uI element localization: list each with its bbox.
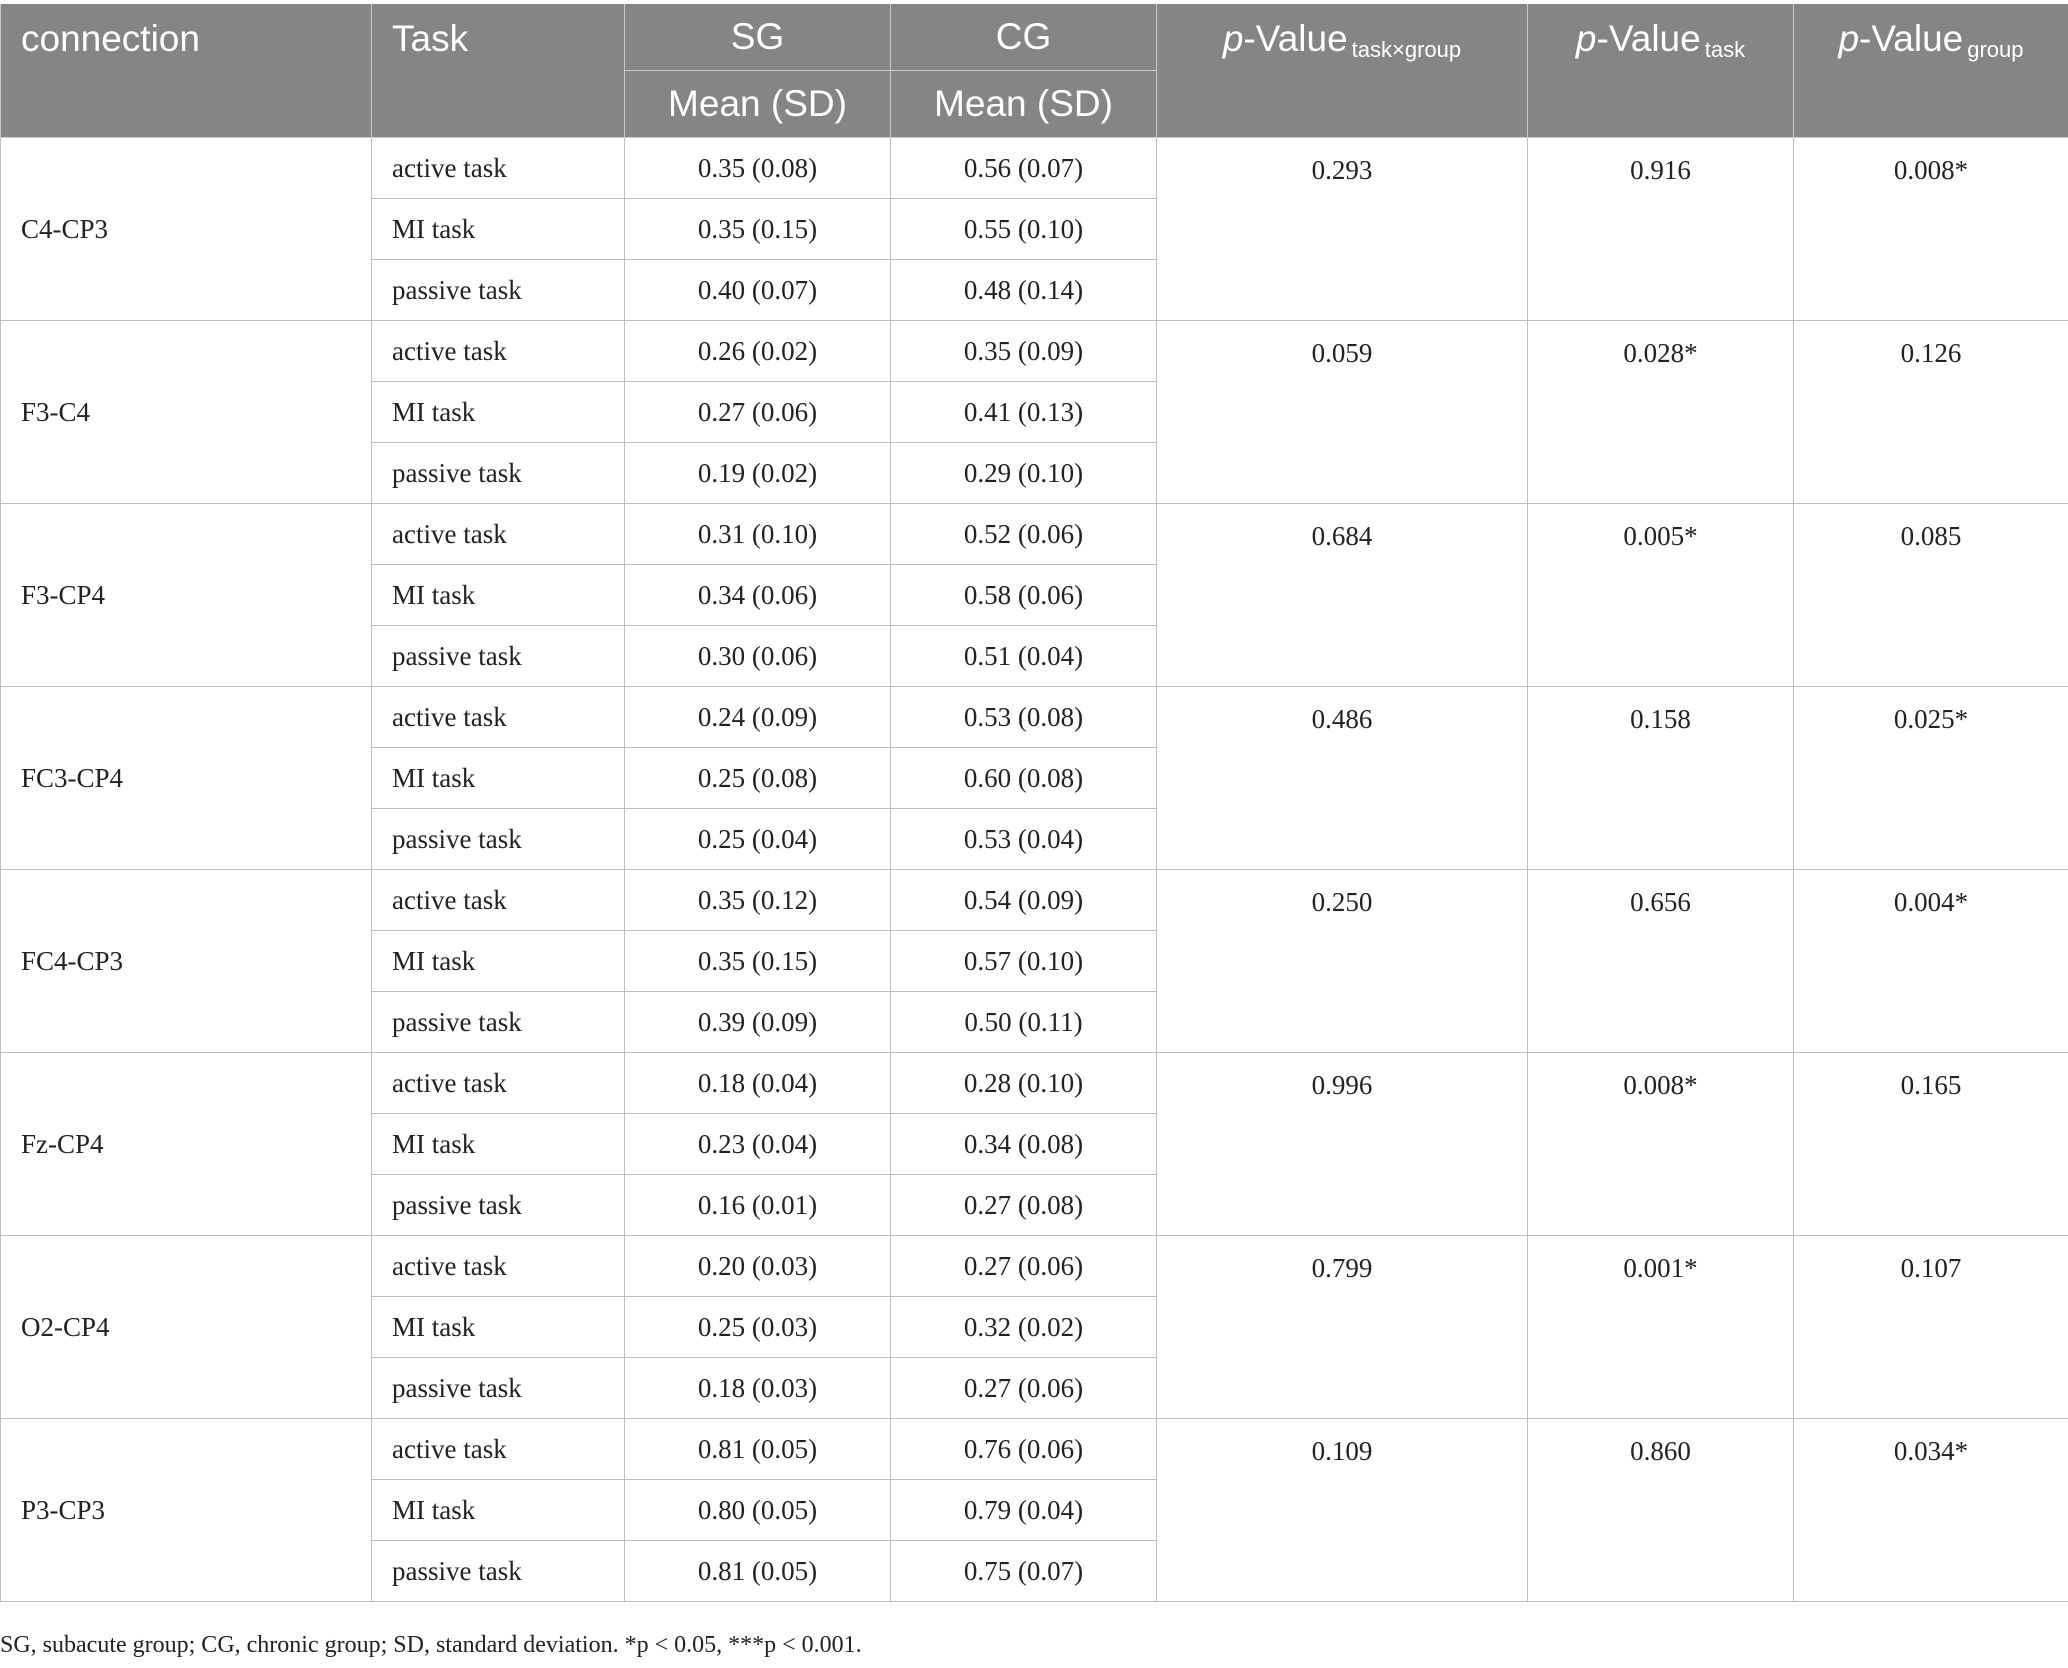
task-cell: MI task xyxy=(372,565,625,626)
task-cell: active task xyxy=(372,1053,625,1114)
cg-mean-sd-cell: 0.53 (0.04) xyxy=(891,809,1157,870)
p-group-cell: 0.034* xyxy=(1794,1419,2068,1602)
p-interaction-cell: 0.109 xyxy=(1157,1419,1528,1602)
sg-mean-sd-cell: 0.26 (0.02) xyxy=(625,321,891,382)
task-cell: passive task xyxy=(372,1541,625,1602)
cg-mean-sd-cell: 0.58 (0.06) xyxy=(891,565,1157,626)
task-cell: MI task xyxy=(372,748,625,809)
task-cell: MI task xyxy=(372,1480,625,1541)
table-row xyxy=(1,1419,2068,1480)
task-cell: active task xyxy=(372,1236,625,1297)
sg-mean-sd-cell: 0.80 (0.05) xyxy=(625,1480,891,1541)
p-group-cell: 0.004* xyxy=(1794,870,2068,1053)
p-letter: p xyxy=(1838,18,1860,59)
connection-cell: F3-CP4 xyxy=(1,504,372,687)
task-cell: active task xyxy=(372,687,625,748)
p-task-cell: 0.656 xyxy=(1528,870,1794,1053)
connection-cell: FC4-CP3 xyxy=(1,870,372,1053)
sg-mean-sd-cell: 0.35 (0.15) xyxy=(625,199,891,260)
task-cell: MI task xyxy=(372,199,625,260)
sg-mean-sd-cell: 0.81 (0.05) xyxy=(625,1419,891,1480)
sg-mean-sd-cell: 0.40 (0.07) xyxy=(625,260,891,321)
sg-mean-sd-cell: 0.25 (0.08) xyxy=(625,748,891,809)
task-cell: passive task xyxy=(372,992,625,1053)
header-task: Task xyxy=(372,4,625,138)
table-body xyxy=(1,138,2068,1602)
p-interaction-cell: 0.250 xyxy=(1157,870,1528,1053)
task-cell: MI task xyxy=(372,1114,625,1175)
p-task-cell: 0.860 xyxy=(1528,1419,1794,1602)
p-interaction-cell: 0.799 xyxy=(1157,1236,1528,1419)
p-task-cell: 0.158 xyxy=(1528,687,1794,870)
task-cell: passive task xyxy=(372,443,625,504)
task-cell: MI task xyxy=(372,931,625,992)
p-interaction-cell: 0.486 xyxy=(1157,687,1528,870)
header-sg-mean-sd: Mean (SD) xyxy=(625,71,891,138)
task-cell: passive task xyxy=(372,1358,625,1419)
p-subscript: task xyxy=(1704,37,1746,62)
p-word: -Value xyxy=(1243,18,1348,59)
task-cell: MI task xyxy=(372,382,625,443)
task-cell: passive task xyxy=(372,626,625,687)
sg-mean-sd-cell: 0.27 (0.06) xyxy=(625,382,891,443)
p-task-cell: 0.008* xyxy=(1528,1053,1794,1236)
p-subscript: task×group xyxy=(1351,37,1462,62)
sg-mean-sd-cell: 0.35 (0.15) xyxy=(625,931,891,992)
header-p-task xyxy=(1528,4,1794,138)
p-task-cell: 0.028* xyxy=(1528,321,1794,504)
connection-cell: C4-CP3 xyxy=(1,138,372,321)
p-interaction-cell: 0.059 xyxy=(1157,321,1528,504)
sg-mean-sd-cell: 0.34 (0.06) xyxy=(625,565,891,626)
sg-mean-sd-cell: 0.18 (0.04) xyxy=(625,1053,891,1114)
p-group-cell: 0.008* xyxy=(1794,138,2068,321)
task-cell: MI task xyxy=(372,1297,625,1358)
cg-mean-sd-cell: 0.76 (0.06) xyxy=(891,1419,1157,1480)
p-interaction-cell: 0.293 xyxy=(1157,138,1528,321)
sg-mean-sd-cell: 0.30 (0.06) xyxy=(625,626,891,687)
cg-mean-sd-cell: 0.52 (0.06) xyxy=(891,504,1157,565)
cg-mean-sd-cell: 0.27 (0.06) xyxy=(891,1358,1157,1419)
cg-mean-sd-cell: 0.79 (0.04) xyxy=(891,1480,1157,1541)
table-row xyxy=(1,321,2068,382)
table-row xyxy=(1,687,2068,748)
header-p-group xyxy=(1794,4,2068,138)
cg-mean-sd-cell: 0.27 (0.06) xyxy=(891,1236,1157,1297)
p-group-cell: 0.025* xyxy=(1794,687,2068,870)
sg-mean-sd-cell: 0.24 (0.09) xyxy=(625,687,891,748)
cg-mean-sd-cell: 0.54 (0.09) xyxy=(891,870,1157,931)
header-connection: connection xyxy=(1,4,372,138)
sg-mean-sd-cell: 0.23 (0.04) xyxy=(625,1114,891,1175)
sg-mean-sd-cell: 0.31 (0.10) xyxy=(625,504,891,565)
task-cell: active task xyxy=(372,321,625,382)
connection-cell: FC3-CP4 xyxy=(1,687,372,870)
p-group-cell: 0.085 xyxy=(1794,504,2068,687)
p-subscript: group xyxy=(1967,37,2024,62)
cg-mean-sd-cell: 0.41 (0.13) xyxy=(891,382,1157,443)
cg-mean-sd-cell: 0.34 (0.08) xyxy=(891,1114,1157,1175)
cg-mean-sd-cell: 0.48 (0.14) xyxy=(891,260,1157,321)
p-task-cell: 0.916 xyxy=(1528,138,1794,321)
p-group-cell: 0.107 xyxy=(1794,1236,2068,1419)
cg-mean-sd-cell: 0.28 (0.10) xyxy=(891,1053,1157,1114)
task-cell: active task xyxy=(372,504,625,565)
p-letter: p xyxy=(1222,18,1244,59)
task-cell: active task xyxy=(372,1419,625,1480)
connection-cell: Fz-CP4 xyxy=(1,1053,372,1236)
connection-cell: O2-CP4 xyxy=(1,1236,372,1419)
sg-mean-sd-cell: 0.25 (0.03) xyxy=(625,1297,891,1358)
header-cg-mean-sd: Mean (SD) xyxy=(891,71,1157,138)
sg-mean-sd-cell: 0.16 (0.01) xyxy=(625,1175,891,1236)
task-cell: active task xyxy=(372,870,625,931)
cg-mean-sd-cell: 0.75 (0.07) xyxy=(891,1541,1157,1602)
task-cell: passive task xyxy=(372,260,625,321)
cg-mean-sd-cell: 0.53 (0.08) xyxy=(891,687,1157,748)
cg-mean-sd-cell: 0.55 (0.10) xyxy=(891,199,1157,260)
p-word: -Value xyxy=(1859,18,1964,59)
header-p-interaction xyxy=(1157,4,1528,138)
cg-mean-sd-cell: 0.56 (0.07) xyxy=(891,138,1157,199)
cg-mean-sd-cell: 0.57 (0.10) xyxy=(891,931,1157,992)
cg-mean-sd-cell: 0.27 (0.08) xyxy=(891,1175,1157,1236)
table-row xyxy=(1,504,2068,565)
p-interaction-cell: 0.996 xyxy=(1157,1053,1528,1236)
cg-mean-sd-cell: 0.29 (0.10) xyxy=(891,443,1157,504)
sg-mean-sd-cell: 0.25 (0.04) xyxy=(625,809,891,870)
sg-mean-sd-cell: 0.39 (0.09) xyxy=(625,992,891,1053)
p-task-cell: 0.005* xyxy=(1528,504,1794,687)
cg-mean-sd-cell: 0.35 (0.09) xyxy=(891,321,1157,382)
p-letter: p xyxy=(1575,18,1597,59)
connection-cell: F3-C4 xyxy=(1,321,372,504)
p-word: -Value xyxy=(1596,18,1701,59)
sg-mean-sd-cell: 0.81 (0.05) xyxy=(625,1541,891,1602)
p-interaction-cell: 0.684 xyxy=(1157,504,1528,687)
p-task-cell: 0.001* xyxy=(1528,1236,1794,1419)
table-row xyxy=(1,138,2068,199)
sg-mean-sd-cell: 0.18 (0.03) xyxy=(625,1358,891,1419)
p-group-cell: 0.165 xyxy=(1794,1053,2068,1236)
table-row xyxy=(1,1053,2068,1114)
task-cell: passive task xyxy=(372,1175,625,1236)
cg-mean-sd-cell: 0.51 (0.04) xyxy=(891,626,1157,687)
table-footnote: SG, subacute group; CG, chronic group; SD, standard deviation. *p < 0.05, ***p < 0.001. xyxy=(0,1632,862,1658)
table-header xyxy=(1,4,2068,138)
sg-mean-sd-cell: 0.20 (0.03) xyxy=(625,1236,891,1297)
table-row xyxy=(1,870,2068,931)
table-row xyxy=(1,1236,2068,1297)
header-cg: CG xyxy=(891,4,1157,71)
sg-mean-sd-cell: 0.35 (0.08) xyxy=(625,138,891,199)
cg-mean-sd-cell: 0.50 (0.11) xyxy=(891,992,1157,1053)
p-group-cell: 0.126 xyxy=(1794,321,2068,504)
sg-mean-sd-cell: 0.35 (0.12) xyxy=(625,870,891,931)
connection-cell: P3-CP3 xyxy=(1,1419,372,1602)
cg-mean-sd-cell: 0.60 (0.08) xyxy=(891,748,1157,809)
results-table xyxy=(0,4,2068,1602)
task-cell: passive task xyxy=(372,809,625,870)
sg-mean-sd-cell: 0.19 (0.02) xyxy=(625,443,891,504)
task-cell: active task xyxy=(372,138,625,199)
header-sg: SG xyxy=(625,4,891,71)
cg-mean-sd-cell: 0.32 (0.02) xyxy=(891,1297,1157,1358)
